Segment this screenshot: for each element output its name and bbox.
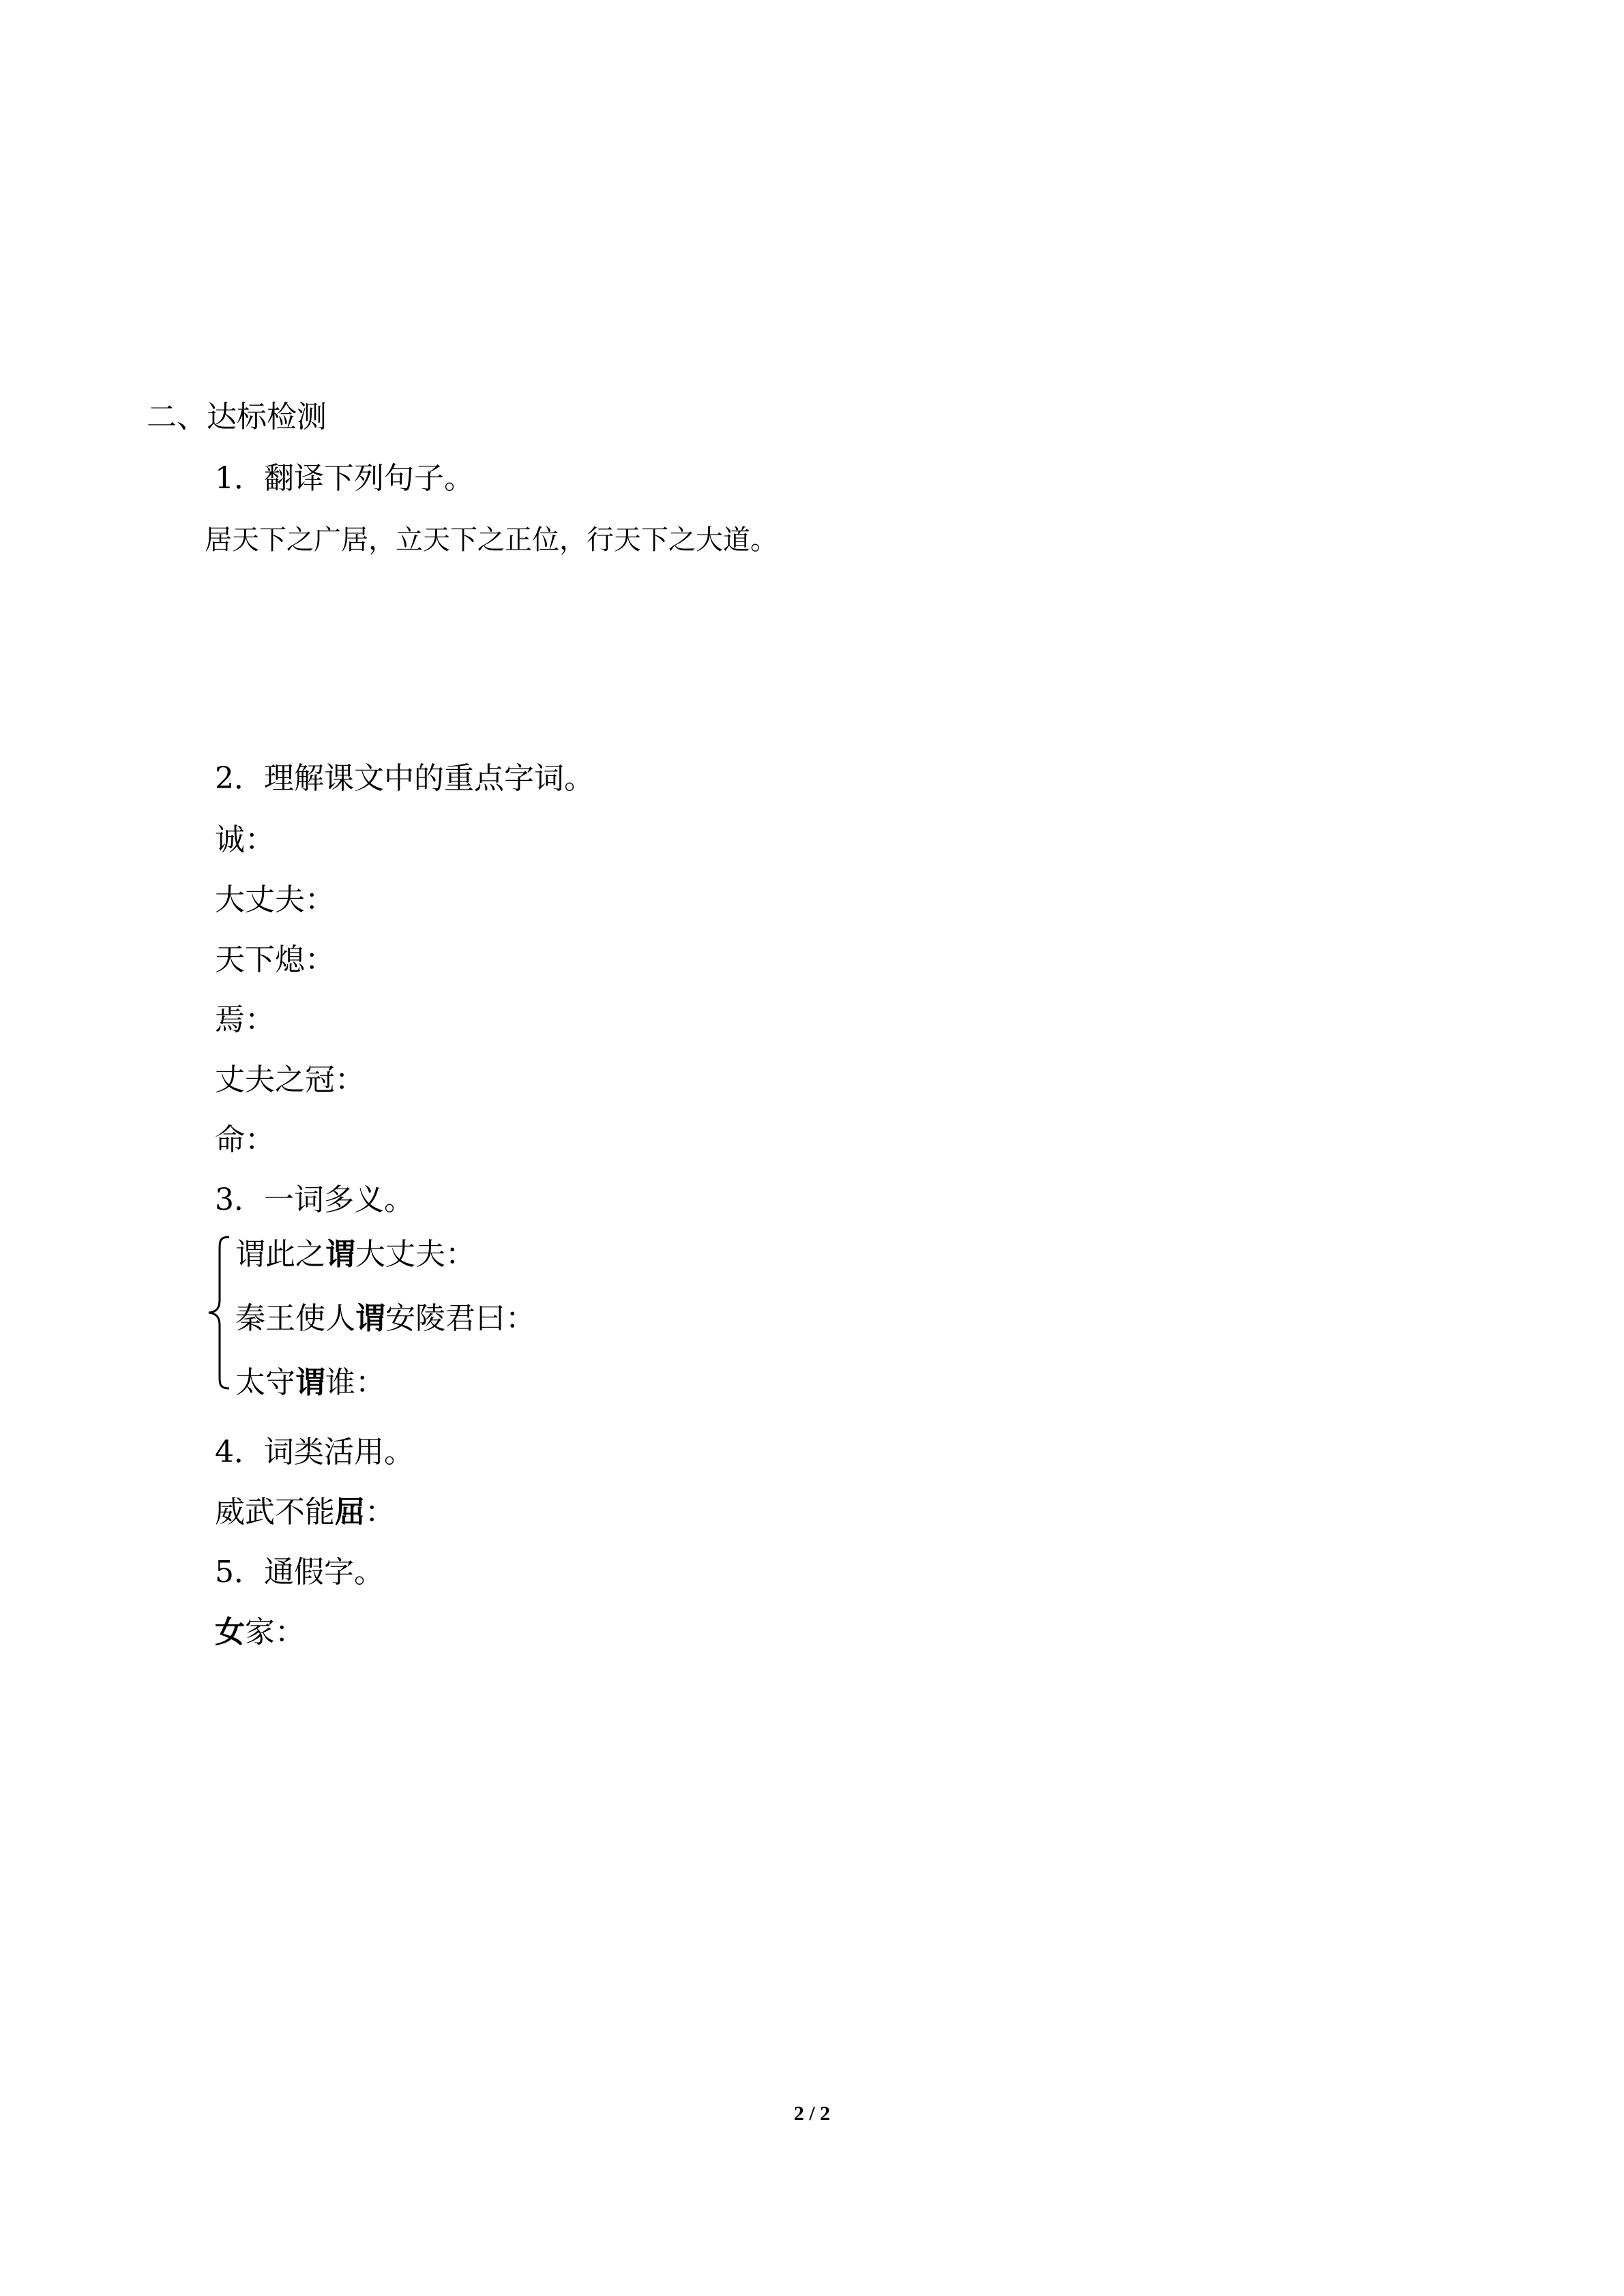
section-heading: 二、达标检测 (147, 400, 327, 434)
polysemy-entry: 秦王使人谓安陵君曰： (235, 1301, 535, 1336)
term-item: 丈夫之冠： (215, 1062, 365, 1097)
term-item: 大丈夫： (215, 882, 335, 917)
word-class-keyword: 屈 (335, 1495, 365, 1530)
polysemy-entry: 谓此之谓大丈夫： (235, 1237, 475, 1272)
term-item: 诚： (215, 822, 275, 857)
loan-character-item: 女家： (215, 1615, 305, 1650)
page-number: 2 / 2 (793, 2102, 831, 2125)
question-1-sentence: 居天下之广居，立天下之正位，行天下之大道。 (205, 524, 778, 556)
question-4-title: 4．词类活用。 (215, 1435, 414, 1470)
polysemy-entry: 太守谓谁： (235, 1365, 385, 1400)
question-1-title: 1．翻译下列句子。 (215, 461, 474, 496)
question-5-title: 5．通假字。 (215, 1555, 384, 1590)
polysemy-keyword: 谓 (325, 1237, 355, 1272)
polysemy-keyword: 谓 (355, 1301, 385, 1336)
polysemy-keyword: 谓 (295, 1365, 325, 1400)
question-3-title: 3．一词多义。 (215, 1182, 414, 1217)
term-item: 焉： (215, 1002, 275, 1037)
left-brace (205, 1234, 232, 1391)
question-2-title: 2．理解课文中的重点字词。 (215, 761, 594, 796)
term-item: 天下熄： (215, 942, 335, 977)
word-class-item: 威武不能屈： (215, 1495, 395, 1530)
term-item: 命： (215, 1122, 275, 1157)
loan-character-keyword: 女 (215, 1615, 245, 1650)
